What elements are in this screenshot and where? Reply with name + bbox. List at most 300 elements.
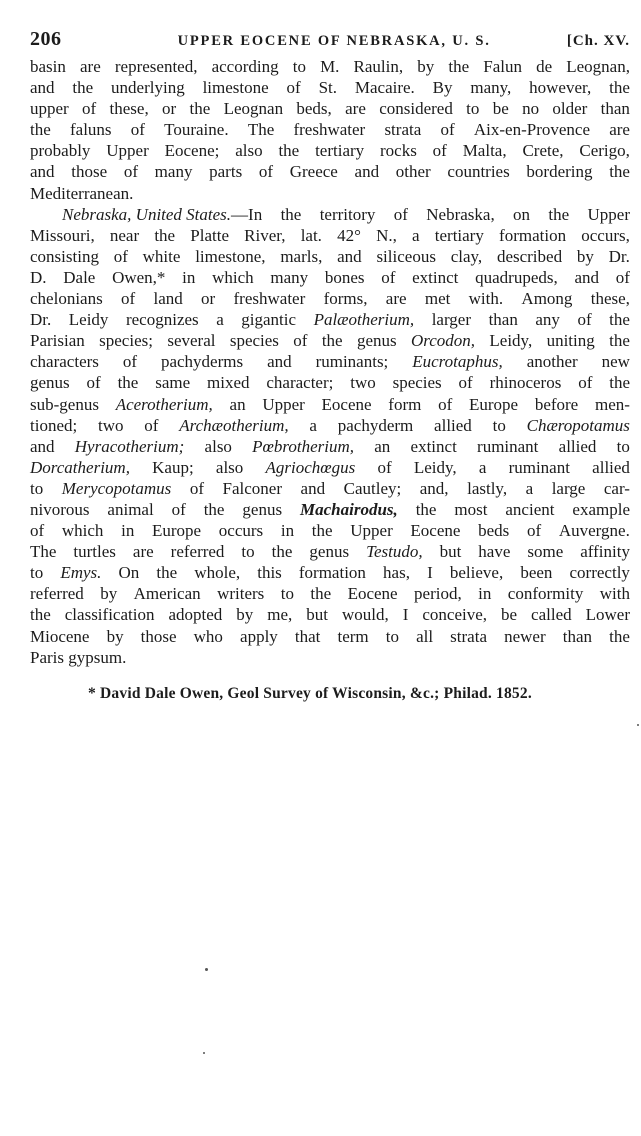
word: rhinoceros	[489, 373, 562, 393]
word: many	[270, 267, 309, 287]
word: the	[609, 626, 630, 646]
word: larger	[431, 310, 472, 330]
text-line	[30, 56, 630, 77]
word: ruminant	[477, 436, 539, 456]
word: adopted	[168, 605, 223, 625]
word: near	[109, 225, 140, 245]
running-title: UPPER EOCENE OF NEBRASKA, U. S.	[177, 33, 491, 49]
word: the	[189, 99, 211, 119]
word: met	[424, 289, 451, 309]
word: or	[201, 289, 216, 309]
word: St.	[318, 78, 337, 98]
word: example	[572, 499, 630, 519]
word: also	[215, 457, 244, 477]
word: the	[30, 605, 51, 625]
word: of	[440, 120, 455, 140]
word: Orcodon,	[410, 331, 476, 351]
word: would,	[341, 605, 389, 625]
word: which	[61, 521, 104, 541]
word: Archæotherium,	[179, 415, 289, 435]
word: Malta,	[462, 141, 507, 161]
word: affinity	[580, 542, 630, 562]
word: or	[162, 99, 177, 119]
word: of	[381, 267, 396, 287]
word: form	[388, 394, 422, 414]
word: Platte	[190, 225, 229, 245]
word: be	[492, 99, 509, 119]
word: Europe	[468, 394, 519, 414]
word: the	[609, 310, 630, 330]
text-line	[30, 330, 630, 351]
text-line	[30, 98, 630, 119]
word: to	[30, 478, 44, 498]
text-line	[30, 372, 630, 393]
word: genus	[356, 331, 397, 351]
page-number: 206	[30, 28, 62, 50]
word: Touraine.	[164, 120, 229, 140]
text-line	[30, 119, 630, 140]
text-line	[30, 204, 630, 225]
word: than	[600, 99, 630, 119]
text-line	[30, 436, 630, 457]
text-line	[30, 225, 630, 246]
word: by	[106, 626, 124, 646]
word: no	[522, 99, 540, 119]
word: and	[267, 352, 292, 372]
word: in	[478, 584, 492, 604]
word: species	[392, 373, 442, 393]
word: before	[534, 394, 579, 414]
word: a	[216, 310, 224, 330]
footnote: * David Dale Owen, Geol Survey of Wisconsin, &c.; Philad. 1852.	[88, 684, 532, 702]
word: those	[71, 162, 108, 182]
word: upper	[30, 99, 69, 119]
text-line	[30, 647, 630, 668]
word: parts	[209, 162, 243, 182]
word: some	[527, 542, 564, 562]
word: Kaup;	[152, 457, 194, 477]
word: many	[154, 162, 193, 182]
word: the	[30, 120, 51, 140]
word: freshwater	[233, 289, 306, 309]
word: consisting	[30, 246, 99, 266]
word: of	[527, 521, 542, 541]
word: tertiary	[434, 225, 484, 245]
word: Europe	[152, 521, 202, 541]
word: quadrupeds,	[475, 267, 558, 287]
text-line	[30, 183, 630, 204]
word: sub-genus	[30, 394, 99, 414]
word: beds,	[296, 99, 332, 119]
word: allied	[558, 436, 597, 456]
scan-speck	[637, 724, 639, 726]
word: of	[86, 373, 101, 393]
word: these,	[109, 99, 149, 119]
word: by	[576, 246, 594, 266]
word: Emys.	[60, 563, 102, 583]
word: has,	[383, 563, 410, 583]
word: marls,	[280, 246, 323, 266]
word: M.	[320, 57, 340, 76]
word: other	[395, 162, 431, 182]
word: Leognan,	[566, 57, 630, 76]
word: that	[294, 626, 321, 646]
word: Dr.	[608, 246, 630, 266]
word: Hyracotherium;	[74, 436, 185, 456]
word: lat.	[300, 225, 322, 245]
word: according	[211, 57, 279, 76]
word: Dr.	[30, 310, 52, 330]
word: Cerigo,	[579, 141, 630, 161]
word: mixed	[207, 373, 250, 393]
word: large	[551, 478, 586, 498]
word: to	[280, 584, 294, 604]
word: but	[439, 542, 462, 562]
word: Pœbrotherium,	[252, 436, 355, 456]
word: Falconer	[222, 478, 283, 498]
word: the	[117, 373, 139, 393]
word: of	[458, 373, 473, 393]
word: characters	[30, 352, 99, 372]
word: recognizes	[125, 310, 199, 330]
word: the	[310, 584, 332, 604]
word: Raulin,	[353, 57, 404, 76]
word: however,	[529, 78, 592, 98]
word: are	[609, 120, 630, 140]
word: of	[432, 141, 447, 161]
word: the	[156, 563, 178, 583]
word: these,	[590, 289, 630, 309]
word: pachyderms	[160, 352, 244, 372]
word: of	[123, 162, 138, 182]
word: the	[72, 78, 94, 98]
word: the	[609, 373, 630, 393]
word: 42°	[337, 225, 361, 245]
word: the	[448, 57, 470, 76]
word: Crete,	[522, 141, 564, 161]
word: several	[167, 331, 216, 351]
word: on	[513, 204, 531, 224]
text-line	[30, 583, 630, 604]
word: called	[531, 605, 572, 625]
word: of	[122, 352, 138, 372]
word: period,	[414, 584, 462, 604]
word: and,	[419, 478, 449, 498]
word: have	[478, 542, 511, 562]
word: many,	[470, 78, 512, 98]
word: The	[30, 542, 57, 562]
word: older	[552, 99, 588, 119]
word: formation	[298, 563, 366, 583]
text-line	[30, 541, 630, 562]
word: animal	[107, 499, 154, 519]
word: the	[609, 162, 630, 182]
word: the	[278, 141, 300, 161]
word: to	[492, 415, 506, 435]
word: by	[100, 584, 118, 604]
word: River,	[244, 225, 286, 245]
text-line	[30, 77, 630, 98]
word: with.	[468, 289, 504, 309]
word: occurs,	[581, 225, 630, 245]
word: conceive,	[422, 605, 488, 625]
word: another	[526, 352, 578, 372]
word: limestone,	[195, 246, 266, 266]
word: Palæotherium,	[313, 310, 415, 330]
word: Upper	[262, 394, 305, 414]
word: are	[385, 289, 407, 309]
word: the	[271, 542, 293, 562]
word: de	[536, 57, 553, 76]
word: ruminant	[508, 457, 570, 477]
word: D.	[30, 267, 47, 287]
word: land	[153, 289, 183, 309]
word: occurs	[218, 521, 264, 541]
word: territory	[319, 204, 376, 224]
word: strata	[450, 626, 487, 646]
paragraph	[30, 204, 630, 668]
word: and	[300, 478, 326, 498]
word: freshwater	[293, 120, 366, 140]
word: of	[615, 267, 630, 287]
word: believe,	[449, 563, 504, 583]
word: of	[377, 457, 392, 477]
text-line	[30, 520, 630, 541]
word: a	[525, 478, 534, 498]
word: and	[354, 162, 380, 182]
text-line	[30, 562, 630, 583]
word: I	[427, 563, 433, 583]
word: chelonians	[30, 289, 103, 309]
word: faluns	[70, 120, 112, 140]
word: to	[241, 542, 255, 562]
text-line	[30, 499, 630, 520]
word: a	[478, 457, 487, 477]
word: to	[30, 563, 44, 583]
chapter-label: [Ch. XV.	[566, 33, 630, 49]
word: extinct	[412, 267, 459, 287]
word: Paris	[30, 647, 64, 667]
word: an	[374, 436, 391, 456]
word: Among	[521, 289, 573, 309]
text-line	[30, 246, 630, 267]
word: are	[132, 542, 154, 562]
word: white	[142, 246, 181, 266]
word: probably	[30, 141, 91, 161]
scan-speck	[203, 1052, 205, 1054]
word: genus	[309, 542, 350, 562]
word: a	[412, 225, 420, 245]
word: of	[113, 246, 128, 266]
word: of	[171, 499, 186, 519]
word: Greece	[289, 162, 338, 182]
word: uniting	[546, 331, 595, 351]
word: whole,	[194, 563, 241, 583]
text-line	[30, 478, 630, 499]
word: in	[182, 267, 196, 287]
word: underlying	[111, 78, 185, 98]
word: the	[415, 499, 437, 519]
word: newer	[504, 626, 546, 646]
paragraph	[30, 56, 630, 204]
word: to	[616, 436, 630, 456]
text-line	[30, 394, 630, 415]
word: in	[121, 521, 135, 541]
word: of	[293, 331, 308, 351]
word: who	[193, 626, 223, 646]
word: Acerotherium,	[115, 394, 213, 414]
word: any	[535, 310, 560, 330]
word: I	[402, 605, 409, 625]
word: by	[417, 57, 435, 76]
text-line	[30, 140, 630, 161]
text-line	[30, 604, 630, 625]
word: Agriochœgus	[265, 457, 356, 477]
word: siliceous	[376, 246, 436, 266]
text-line	[30, 267, 630, 288]
word: Eocene;	[164, 141, 220, 161]
text-line	[30, 161, 630, 182]
word: two	[98, 415, 124, 435]
word: the	[154, 225, 176, 245]
word: allied	[434, 415, 472, 435]
word: Dorcatherium,	[30, 457, 130, 477]
text-line	[30, 288, 630, 309]
word: Leidy,	[489, 331, 533, 351]
scan-speck	[205, 968, 208, 971]
word: but	[306, 605, 328, 625]
text-line	[30, 309, 630, 330]
word: nivorous	[30, 499, 90, 519]
word: in	[280, 521, 295, 541]
word: this	[257, 563, 282, 583]
word: represented,	[114, 57, 198, 76]
word: Upper	[587, 204, 630, 224]
word: and	[30, 78, 55, 98]
running-header	[30, 28, 630, 56]
book-page	[30, 28, 630, 704]
word: term	[337, 626, 369, 646]
word: On	[118, 563, 140, 583]
word: clay,	[450, 246, 483, 266]
word: rocks	[380, 141, 417, 161]
word: been	[520, 563, 553, 583]
word: Lower	[585, 605, 630, 625]
word: Eucrotaphus,	[412, 352, 503, 372]
word: the	[311, 521, 333, 541]
word: and	[337, 246, 362, 266]
word: a	[309, 415, 317, 435]
word: conformity	[507, 584, 584, 604]
word: the	[203, 499, 225, 519]
word: of	[144, 415, 159, 435]
word: also	[235, 141, 263, 161]
word: two	[350, 373, 376, 393]
word: forms,	[323, 289, 368, 309]
word: classification	[64, 605, 155, 625]
word: Miocene	[30, 626, 90, 646]
text-line	[30, 457, 630, 478]
word: limestone	[202, 78, 269, 98]
word: Parisian	[30, 331, 85, 351]
word: Chæropotamus	[526, 415, 630, 435]
word: tertiary	[315, 141, 365, 161]
word: Eocene	[347, 584, 398, 604]
word: of	[438, 394, 453, 414]
word: Merycopotamus	[61, 478, 172, 498]
word: than	[488, 310, 518, 330]
word: of	[258, 162, 274, 182]
word: of	[286, 78, 301, 98]
word: bordering	[526, 162, 593, 182]
word: Eocene	[410, 521, 461, 541]
word: men-	[594, 394, 630, 414]
word: of	[189, 478, 204, 498]
word: of	[121, 289, 136, 309]
word: the	[609, 331, 630, 351]
word: Leognan	[223, 99, 284, 119]
word: an	[229, 394, 246, 414]
word: of	[30, 521, 45, 541]
word: Cautley;	[343, 478, 402, 498]
word: same	[155, 373, 191, 393]
word: ruminants;	[315, 352, 389, 372]
word: genus	[30, 373, 70, 393]
word: Missouri,	[30, 225, 95, 245]
word: are	[345, 99, 366, 119]
word: species	[229, 331, 279, 351]
word: bones	[324, 267, 365, 287]
word: most	[454, 499, 488, 519]
body-text	[30, 56, 630, 668]
word: me,	[267, 605, 293, 625]
word: genus	[242, 499, 283, 519]
word: writers	[217, 584, 265, 604]
word: and	[30, 162, 55, 182]
word: are	[80, 57, 101, 76]
word: of	[82, 99, 97, 119]
word: beds	[478, 521, 510, 541]
word: the	[280, 204, 302, 224]
word: apply	[240, 626, 278, 646]
word: which	[212, 267, 254, 287]
word: described	[496, 246, 563, 266]
word: considered	[379, 99, 453, 119]
word: Mediterranean.	[30, 183, 134, 203]
word: lastly,	[467, 478, 508, 498]
word: Aix-en-Provence	[473, 120, 590, 140]
word: all	[416, 626, 434, 646]
word: be	[501, 605, 518, 625]
word: Machairodus,	[300, 499, 398, 519]
word: Eocene	[321, 394, 372, 414]
word: referred	[170, 542, 225, 562]
word: car-	[603, 478, 630, 498]
word: Macaire.	[354, 78, 415, 98]
word: Upper	[106, 141, 149, 161]
word: referred	[30, 584, 84, 604]
word: turtles	[73, 542, 116, 562]
word: Upper	[350, 521, 393, 541]
word: American	[133, 584, 201, 604]
word: gypsum.	[68, 647, 127, 667]
word: N.,	[376, 225, 397, 245]
word: Leidy	[68, 310, 109, 330]
word: of	[393, 204, 408, 224]
word: pachyderm	[337, 415, 414, 435]
word: to	[385, 626, 399, 646]
text-line	[30, 626, 630, 647]
